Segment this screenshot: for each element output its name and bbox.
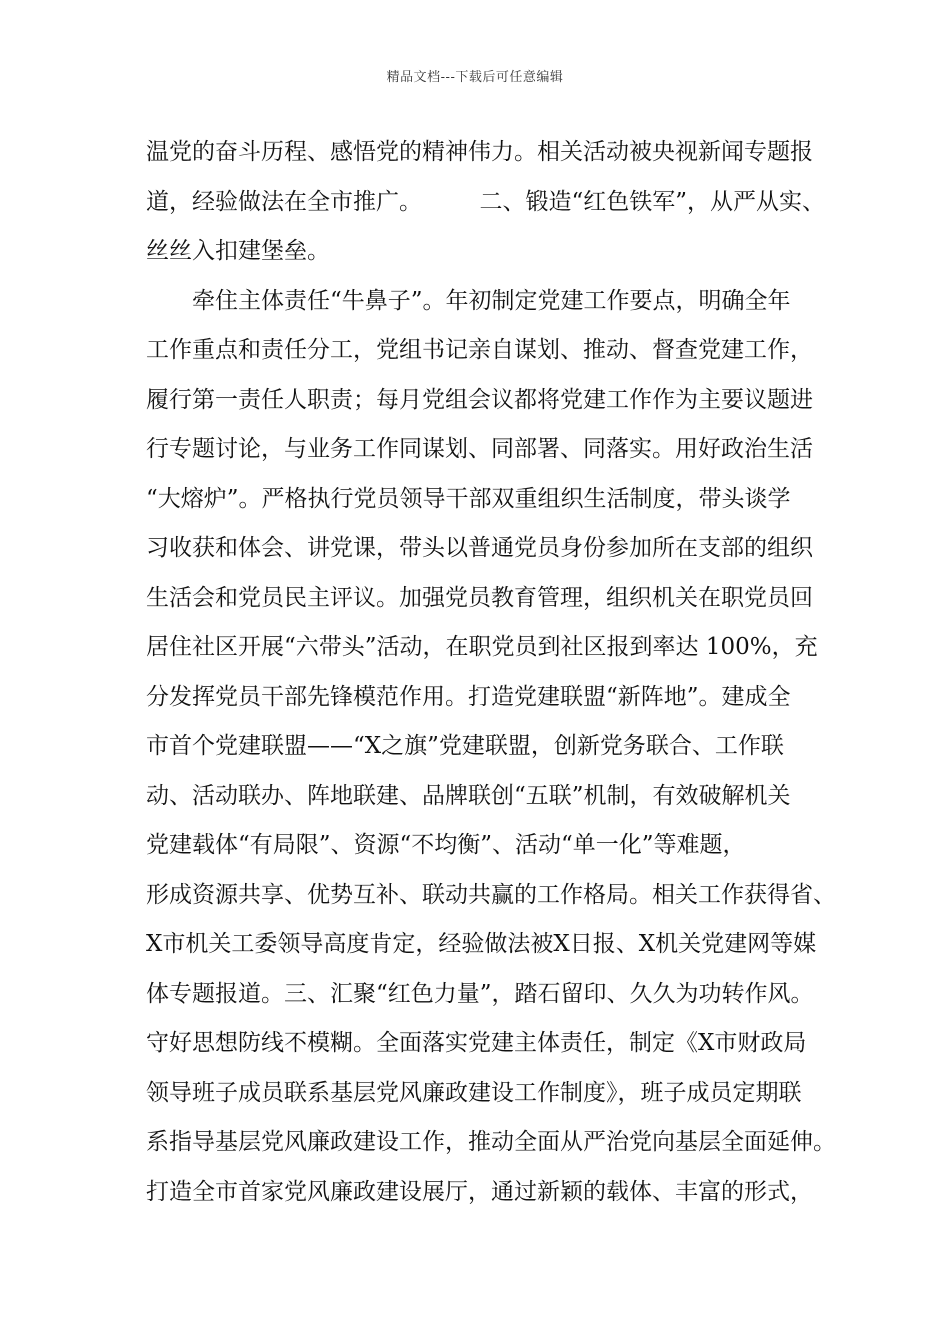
text-line: “大熔炉”。严格执行党员领导干部双重组织生活制度，带头谈学 xyxy=(146,485,791,512)
text-line: 履行第一责任人职责；每月党组会议都将党建工作作为主要议题进 xyxy=(146,386,813,413)
text-line: 体专题报道。三、汇聚“红色力量”，踏石留印、久久为功转作风。 xyxy=(146,980,814,1007)
text-line: X市机关工委领导高度肯定，经验做法被X日报、X机关党建网等媒 xyxy=(146,931,817,957)
text-line: 党建载体“有局限”、资源“不均衡”、活动“单一化”等难题， xyxy=(146,832,746,858)
text-line: 行专题讨论，与业务工作同谋划、同部署、同落实。用好政治生活 xyxy=(146,436,813,462)
text-line: 形成资源共享、优势互补、联动共赢的工作格局。相关工作获得省、 xyxy=(146,881,836,908)
text-line: 打造全市首家党风廉政建设展厅，通过新颖的载体、丰富的形式， xyxy=(146,1178,813,1205)
text-line: 道，经验做法在全市推广。 二、锻造“红色铁军”，从严从实、 xyxy=(146,188,826,215)
text-line: 工作重点和责任分工，党组书记亲自谋划、推动、督查党建工作， xyxy=(146,337,813,363)
text-line: 生活会和党员民主评议。加强党员教育管理，组织机关在职党员回 xyxy=(146,584,813,611)
text-line: 居住社区开展“六带头”活动，在职党员到社区报到率达 100%，充 xyxy=(146,634,818,660)
text-line: 领导班子成员联系基层党风廉政建设工作制度》，班子成员定期联 xyxy=(146,1079,802,1106)
text-line: 系指导基层党风廉政建设工作，推动全面从严治党向基层全面延伸。 xyxy=(146,1129,836,1155)
text-line: 温党的奋斗历程、感悟党的精神伟力。相关活动被央视新闻专题报 xyxy=(146,139,813,165)
text-line: 守好思想防线不模糊。全面落实党建主体责任，制定《X市财政局 xyxy=(146,1030,807,1056)
page-header: 精品文档---下载后可任意编辑 xyxy=(386,70,564,85)
text-line: 牵住主体责任“牛鼻子”。年初制定党建工作要点，明确全年 xyxy=(146,287,791,314)
document-body xyxy=(146,128,836,1217)
text-line: 市首个党建联盟——“X之旗”党建联盟，创新党务联合、工作联 xyxy=(146,733,784,759)
text-line: 丝丝入扣建堡垒。 xyxy=(146,238,330,264)
text-line: 习收获和体会、讲党课，带头以普通党员身份参加所在支部的组织 xyxy=(146,535,813,561)
text-line: 分发挥党员干部先锋模范作用。打造党建联盟“新阵地”。建成全 xyxy=(146,683,791,710)
text-line: 动、活动联办、阵地联建、品牌联创“五联”机制，有效破解机关 xyxy=(146,782,791,809)
